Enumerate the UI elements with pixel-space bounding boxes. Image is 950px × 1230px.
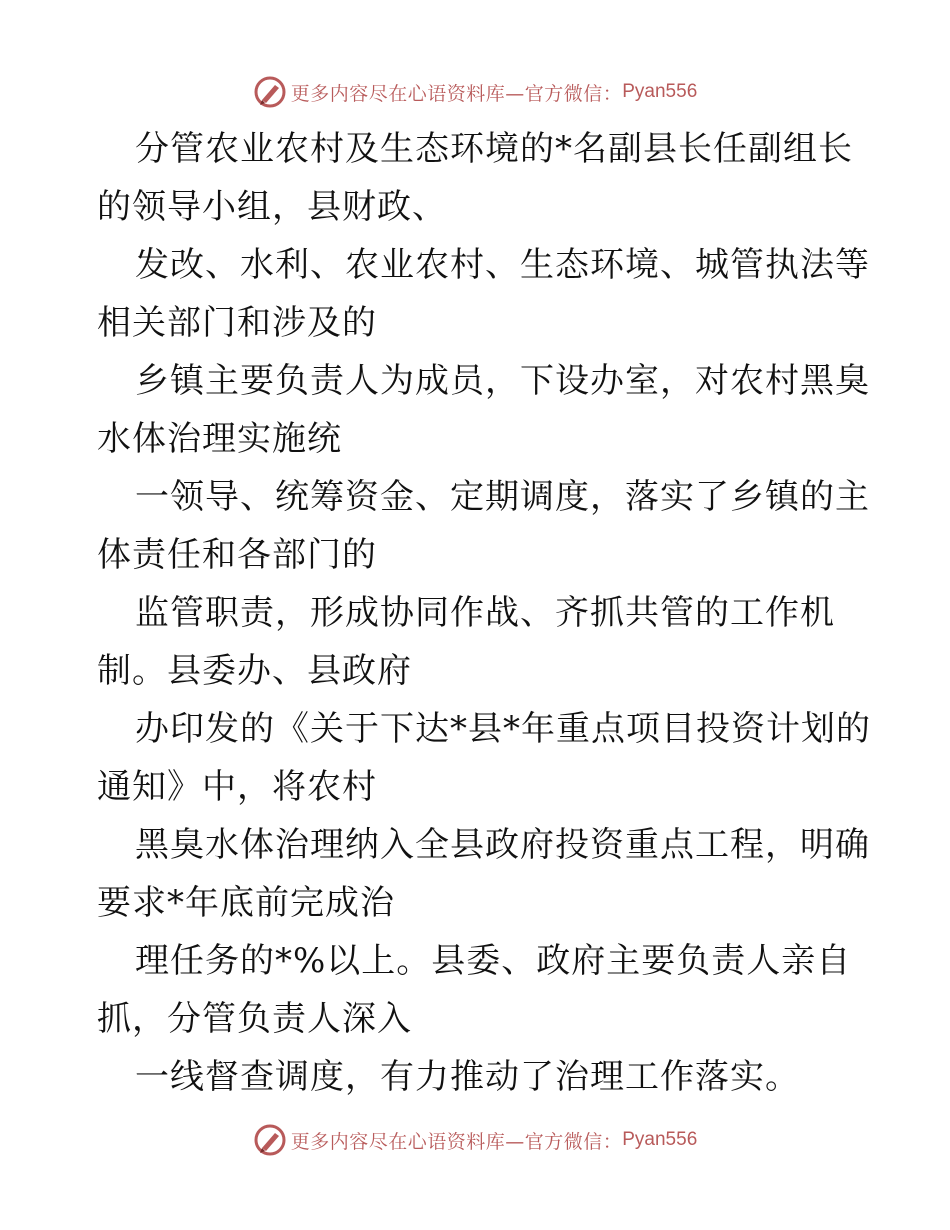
watermark-account: Pyan556	[622, 1129, 698, 1150]
text-line: 的领导小组，县财政、	[97, 187, 447, 227]
document-body	[97, 120, 871, 1106]
text-line: 通知》中，将农村	[97, 767, 377, 807]
text-line: 一线督查调度，有力推动了治理工作落实。	[135, 1057, 800, 1097]
text-line: 理任务的*%以上。县委、政府主要负责人亲自	[135, 941, 852, 981]
text-line: 分管农业农村及生态环境的*名副县长任副组长	[135, 129, 853, 169]
watermark-text: 更多内容尽在心语资料库—官方微信：	[290, 1130, 623, 1153]
text-line: 监管职责，形成协同作战、齐抓共管的工作机	[135, 593, 835, 633]
text-line: 水体治理实施统	[97, 419, 342, 459]
text-line: 发改、水利、农业农村、生态环境、城管执法等	[135, 245, 870, 285]
pen-logo-icon	[253, 1123, 287, 1157]
text-line: 黑臭水体治理纳入全县政府投资重点工程，明确	[135, 825, 870, 865]
text-line: 相关部门和涉及的	[97, 303, 377, 343]
text-line: 要求*年底前完成治	[97, 883, 395, 923]
text-line: 抓，分管负责人深入	[97, 999, 412, 1039]
text-line: 一领导、统筹资金、定期调度，落实了乡镇的主	[135, 477, 870, 517]
pen-logo-icon	[253, 75, 287, 109]
text-line: 制。县委办、县政府	[97, 651, 412, 691]
watermark-header	[0, 72, 950, 112]
watermark-account: Pyan556	[622, 81, 698, 102]
text-line: 乡镇主要负责人为成员，下设办室，对农村黑臭	[135, 361, 870, 401]
text-line: 办印发的《关于下达*县*年重点项目投资计划的	[135, 709, 871, 749]
watermark-footer	[0, 1120, 950, 1160]
text-line: 体责任和各部门的	[97, 535, 377, 575]
watermark-text: 更多内容尽在心语资料库—官方微信：	[290, 82, 623, 105]
